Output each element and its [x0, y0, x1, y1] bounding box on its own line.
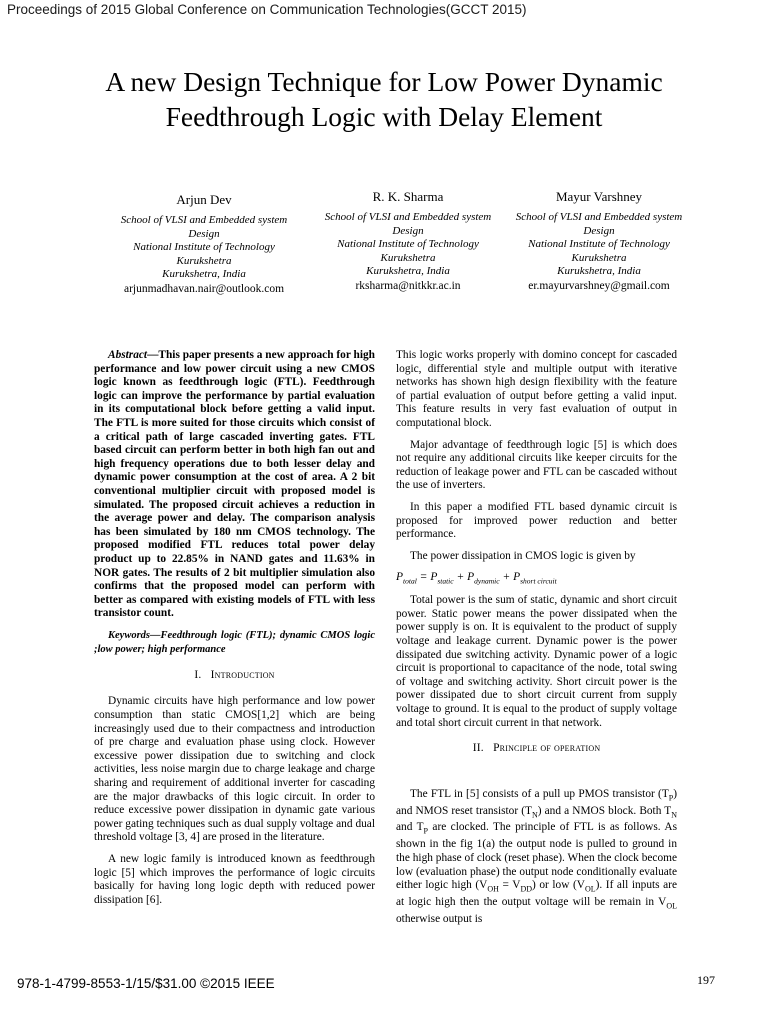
author-affiliation-line: National Institute of Technology [528, 238, 670, 251]
body-paragraph: The FTL in [5] consists of a pull up PMOS transistor $(T_P)$ and NMOS reset transistor $(T_N)$ and a NMOS block. Both $T_N$ and $T_P$ are clocked. The principle of FTL is as follows. As shown in the fig 1(a) the output node is pulled to ground in the high phase of clock (reset phase). When the clock become low (evaluation phase) the output node conditionally evaluate either logic high $(V_{OH} = V_{DD})$ or low $(V_{OL})$. If all inputs are at logic high then the output voltage will be remain in $V_{OL}$ otherwise output is [396, 787, 677, 925]
author-affiliation-line: School of VLSI and Embedded system [324, 211, 492, 223]
author-email: rksharma@nitkkr.ac.in [355, 279, 461, 292]
body-paragraph: The power dissipation in CMOS logic is given by [410, 549, 636, 562]
author-affiliation-line: Kurukshetra, India [557, 265, 641, 278]
author-affiliation-line: Kurukshetra, India [162, 268, 246, 281]
power-formula: $P_{total} = P_{static} + P_{dynamic} + P_{short circuit}$ [396, 571, 557, 586]
body-paragraph: In this paper a modified FTL based dynamic circuit is proposed for improved power reduction and better performance. [396, 500, 677, 541]
author-block-3 [499, 189, 699, 293]
abstract-lead: Abstract [108, 349, 148, 361]
author-affiliation-line: School of VLSI and Embedded system [515, 211, 683, 223]
keywords: Keywords—Feedthrough logic (FTL); dynamic CMOS logic ;low power; high performance [94, 629, 375, 655]
body-paragraph: This logic works properly with domino concept for cascaded logic, differential style and multiple output with iterative networks has shown high design flexibility with the feature of partial evaluation of output before getting a valid input. This feature results in very fast evaluation of output in computational block. [396, 349, 677, 429]
author-affiliation-line: School of VLSI and Embedded system [120, 214, 288, 226]
abstract-text: This paper presents a new approach for high performance and low power circuit using a new CMOS logic known as feedthrough logic (FTL). Feedthrough logic can improve the performance by partial evaluation in its computational block before getting a valid input. The FTL is more suited for those circuits which consist of a critical path of large cascaded inverting gates. FTL based circuit can perform better in both high fan out and high frequency operations due to both lesser delay and dynamic power consumption at the cost of area. A 2 bit conventional multiplier circuit with proposed model is simulated. The proposed circuit achieves a reduction in the average power and delay. The comparison analysis has been simulated by 180 nm CMOS technology. The proposed modified FTL reduces total power delay product up to 22.85% in NAND gates and 11.63% in NOR gates. The results of 2 bit multiplier simulation also confirms that the proposed model can perform with better as compared with existing models of FTL with less transistor count. [94, 349, 375, 620]
author-affiliation-line: Kurukshetra [176, 254, 232, 267]
page-number: 197 [697, 973, 715, 987]
author-affiliation-line: Kurukshetra [380, 251, 436, 264]
left-column [94, 349, 375, 915]
author-email: er.mayurvarshney@gmail.com [528, 279, 670, 292]
section-numeral: II. [472, 742, 484, 755]
section-title: Principle of operation [493, 742, 601, 755]
intro-paragraph-1: Dynamic circuits have high performance and low power consumption than static CMOS[1,2] which are being increasingly used due to their compactness and introduction of pre charge and evaluation phase using clock. However excessive power dissipation due to switching and clock activities, less noise margin due to charge leakage and charge sharing and requirement of additional inverter for cascading are the major drawbacks of this logic circuit. In order to reduce excessive power dissipation in dynamic gate various power gating techniques such as dual supply voltage and dual threshold voltage [3, 4] are prosed in the literature. [94, 695, 375, 844]
author-name: Mayur Varshney [555, 189, 643, 204]
author-name: R. K. Sharma [372, 189, 444, 204]
section-heading-principle [396, 742, 677, 756]
body-paragraph: Total power is the sum of static, dynamic and short circuit power. Static power means the power dissipated when the power supply is on. It is equivalent to the product of supply voltage and leakage current. Dynamic power is the power dissipated due switching activity. Dynamic power of a logic circuit is proportional to capacitance of the node, total swing of voltage and switching activity. Short circuit power is the power dissipated due to short circuit current from supply voltage to ground. It is equal to the product of supply voltage and total short circuit current in that network. [396, 594, 677, 729]
body-paragraph: Major advantage of feedthrough logic [5] is which does not require any additional circuits like keeper circuits for the reduction of leakage power and FTL can be cascaded without the use of inverters. [396, 438, 677, 492]
paper-title: A new Design Technique for Low Power Dynamic Feedthrough Logic with Delay Element [105, 66, 663, 132]
conference-header: Proceedings of 2015 Global Conference on Communication Technologies(GCCT 2015) [7, 2, 527, 17]
author-email: arjunmadhavan.nair@outlook.com [123, 282, 285, 295]
author-affiliation-line: National Institute of Technology [133, 241, 275, 254]
author-affiliation-line: Kurukshetra [571, 251, 627, 264]
copyright-footer: 978-1-4799-8553-1/15/$31.00 ©2015 IEEE [17, 976, 275, 991]
author-affiliation-line: Kurukshetra, India [366, 265, 450, 278]
author-affiliation-line: Design [188, 227, 220, 240]
author-affiliation-line: National Institute of Technology [337, 238, 479, 251]
abstract [94, 349, 375, 621]
author-affiliation-line: Design [583, 224, 615, 237]
author-block-1 [104, 192, 304, 296]
right-column [396, 349, 677, 934]
author-name: Arjun Dev [176, 192, 232, 207]
section-heading-introduction [94, 669, 375, 683]
section-title: Introduction [210, 668, 275, 681]
intro-paragraph-2: A new logic family is introduced known as feedthrough logic [5] which improves the performance of logic circuits basically for having long logic depth with reduced power dissipation [6]. [94, 853, 375, 906]
author-affiliation-line: Design [392, 224, 424, 237]
author-block-2 [308, 189, 508, 293]
abstract-dash: — [147, 349, 159, 361]
section-numeral: I. [194, 668, 202, 681]
